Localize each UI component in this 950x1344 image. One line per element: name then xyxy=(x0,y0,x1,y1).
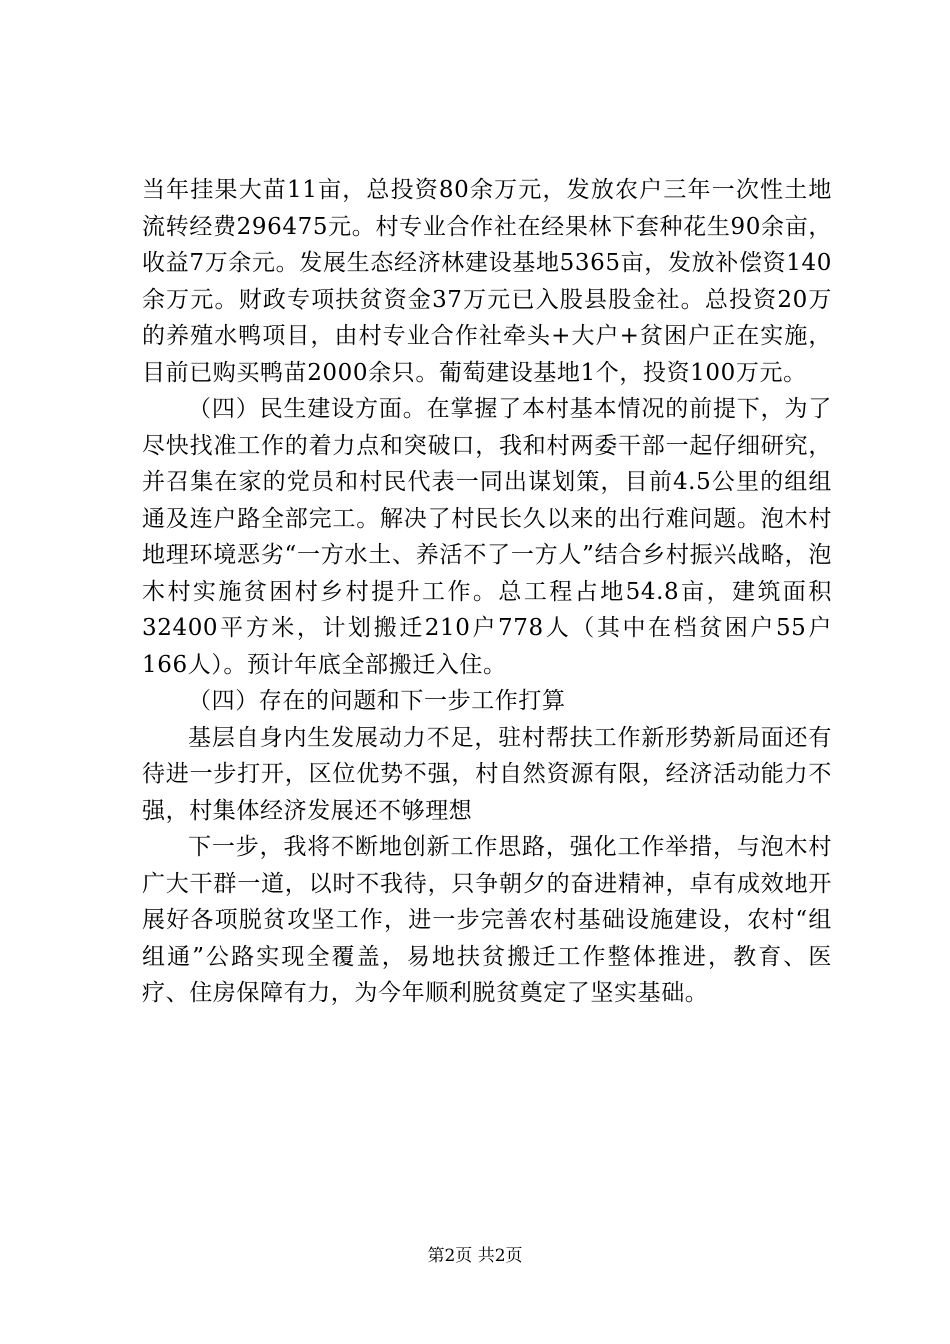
body-paragraph-4: 基层自身内生发展动力不足，驻村帮扶工作新形势新局面还有待进一步打开，区位优势不强，村自然资源有限，经济活动能力不强，村集体经济发展还不够理想 xyxy=(142,724,832,824)
page-footer xyxy=(0,1244,950,1268)
body-paragraph-2: （四）民生建设方面。在掌握了本村基本情况的前提下，为了尽快找准工作的着力点和突破口，我和村两委干部一起仔细研究，并召集在家的党员和村民代表一同出谋划策，目前4.5公里的组组通及连户路全部完工。解决了村民长久以来的出行难问题。泡木村地理环境恶劣“一方水土、养活不了一方人”结合乡村振兴战略，泡木村实施贫困村乡村提升工作。总工程占地54.8亩，建筑面积32400平方米，计划搬迁210户778人（其中在档贫困户55户166人）。预计年底全部搬迁入住。 xyxy=(142,396,832,678)
body-paragraph-5: 下一步，我将不断地创新工作思路，强化工作举措，与泡木村广大干群一道，以时不我待，只争朝夕的奋进精神，卓有成效地开展好各项脱贫攻坚工作，进一步完善农村基础设施建设，农村“组组通”公路实现全覆盖，易地扶贫搬迁工作整体推进，教育、医疗、住房保障有力，为今年顺利脱贫奠定了坚实基础。 xyxy=(142,834,832,1006)
page-number: 第2页 共2页 xyxy=(427,1246,523,1266)
section-heading: （四）存在的问题和下一步工作打算 xyxy=(188,688,566,714)
document-body xyxy=(142,172,832,1012)
body-paragraph-1: 当年挂果大苗11亩，总投资80余万元，发放农户三年一次性土地流转经费296475元。村专业合作社在经果林下套种花生90余亩，收益7万余元。发展生态经济林建设基地5365亩，发放补偿资140余万元。财政专项扶贫资金37万元已入股县股金社。总投资20万的养殖水鸭项目，由村专业合作社牵头+大户+贫困户正在实施，目前已购买鸭苗2000余只。葡萄建设基地1个，投资100万元。 xyxy=(142,177,832,386)
